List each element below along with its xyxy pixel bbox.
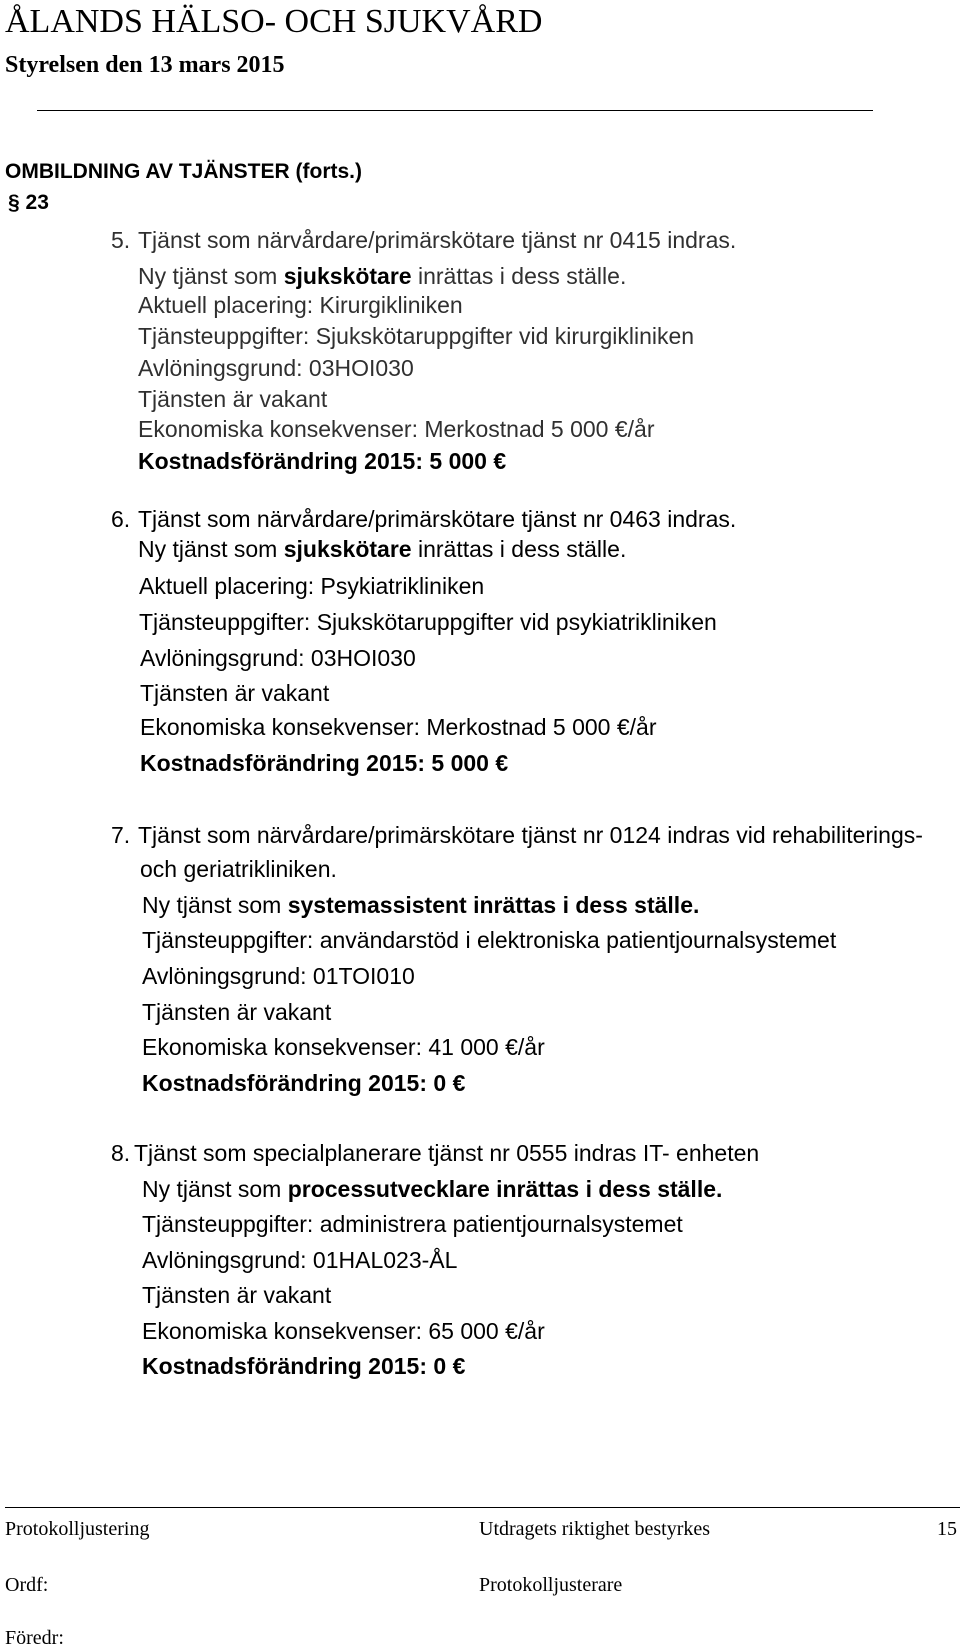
adjusters-label: Protokolljusterare (479, 1574, 623, 1596)
new-post-title: sjukskötare (283, 536, 412, 562)
status-line: Tjänsten är vakant (138, 386, 328, 412)
duties-line: Tjänsteuppgifter: Sjukskötaruppgifter vid psykiatrikliniken (139, 609, 717, 635)
item-title: Tjänst som specialplanerare tjänst nr 0555 indras IT- enheten (134, 1140, 760, 1166)
economic-consequences-line: Ekonomiska konsekvenser: 65 000 €/år (142, 1318, 545, 1344)
new-post-line (138, 535, 626, 563)
cost-change-line: Kostnadsförändring 2015: 5 000 € (140, 750, 509, 776)
new-post-line (138, 262, 626, 290)
cost-change-line: Kostnadsförändring 2015: 0 € (142, 1070, 466, 1096)
new-post-line (142, 1175, 722, 1203)
status-line: Tjänsten är vakant (142, 999, 332, 1025)
duties-line: Tjänsteuppgifter: administrera patientjournalsystemet (142, 1211, 683, 1237)
cost-change-line: Kostnadsförändring 2015: 0 € (142, 1353, 466, 1379)
item-title-continued: och geriatrikliniken. (140, 856, 337, 882)
page-number: 15 (937, 1518, 957, 1540)
salary-basis-line: Avlöningsgrund: 03HOI030 (138, 355, 414, 381)
salary-basis-line: Avlöningsgrund: 03HOI030 (140, 645, 416, 671)
new-post-line (142, 891, 699, 919)
paragraph-number: § 23 (8, 191, 49, 214)
item-title: Tjänst som närvårdare/primärskötare tjänst nr 0463 indras. (138, 506, 737, 532)
footer-rule (5, 1507, 960, 1508)
item-number: 5. (111, 227, 131, 253)
organization-title: ÅLANDS HÄLSO- OCH SJUKVÅRD (5, 3, 543, 40)
presenter-label: Föredr: (5, 1627, 64, 1649)
section-title: OMBILDNING AV TJÄNSTER (forts.) (5, 160, 362, 183)
item-title: Tjänst som närvårdare/primärskötare tjänst nr 0415 indras. (138, 227, 737, 253)
new-post-title: systemassistent inrättas i dess ställe. (287, 892, 700, 918)
minutes-check-label: Protokolljustering (5, 1518, 150, 1540)
duties-line: Tjänsteuppgifter: Sjukskötaruppgifter vid kirurgikliniken (138, 323, 695, 349)
item-number: 6. (111, 506, 131, 532)
economic-consequences-line: Ekonomiska konsekvenser: Merkostnad 5 000 €/år (138, 416, 655, 442)
new-post-prefix: Ny tjänst som (142, 892, 288, 918)
header-rule (37, 110, 873, 111)
new-post-prefix: Ny tjänst som (138, 263, 284, 289)
new-post-suffix: inrättas i dess ställe. (411, 536, 627, 562)
status-line: Tjänsten är vakant (142, 1282, 332, 1308)
meeting-title: Styrelsen den 13 mars 2015 (5, 52, 285, 78)
new-post-suffix: inrättas i dess ställe. (411, 263, 627, 289)
salary-basis-line: Avlöningsgrund: 01HAL023-ÅL (142, 1247, 458, 1273)
cost-change-line: Kostnadsförändring 2015: 5 000 € (138, 448, 507, 474)
new-post-title: processutvecklare inrättas i dess ställe. (287, 1176, 723, 1202)
economic-consequences-line: Ekonomiska konsekvenser: 41 000 €/år (142, 1034, 545, 1060)
certification-label: Utdragets riktighet bestyrkes (479, 1518, 711, 1540)
new-post-prefix: Ny tjänst som (138, 536, 284, 562)
status-line: Tjänsten är vakant (140, 680, 330, 706)
placement-line: Aktuell placering: Psykiatrikliniken (139, 573, 485, 599)
item-title: Tjänst som närvårdare/primärskötare tjänst nr 0124 indras vid rehabiliterings- (138, 822, 923, 848)
item-number: 8. (111, 1140, 131, 1166)
salary-basis-line: Avlöningsgrund: 01TOI010 (142, 963, 415, 989)
new-post-prefix: Ny tjänst som (142, 1176, 288, 1202)
new-post-title: sjukskötare (283, 263, 412, 289)
chair-label: Ordf: (5, 1574, 49, 1596)
economic-consequences-line: Ekonomiska konsekvenser: Merkostnad 5 000 €/år (140, 714, 657, 740)
placement-line: Aktuell placering: Kirurgikliniken (138, 292, 463, 318)
duties-line: Tjänsteuppgifter: användarstöd i elektroniska patientjournalsystemet (142, 927, 837, 953)
item-number: 7. (111, 822, 131, 848)
